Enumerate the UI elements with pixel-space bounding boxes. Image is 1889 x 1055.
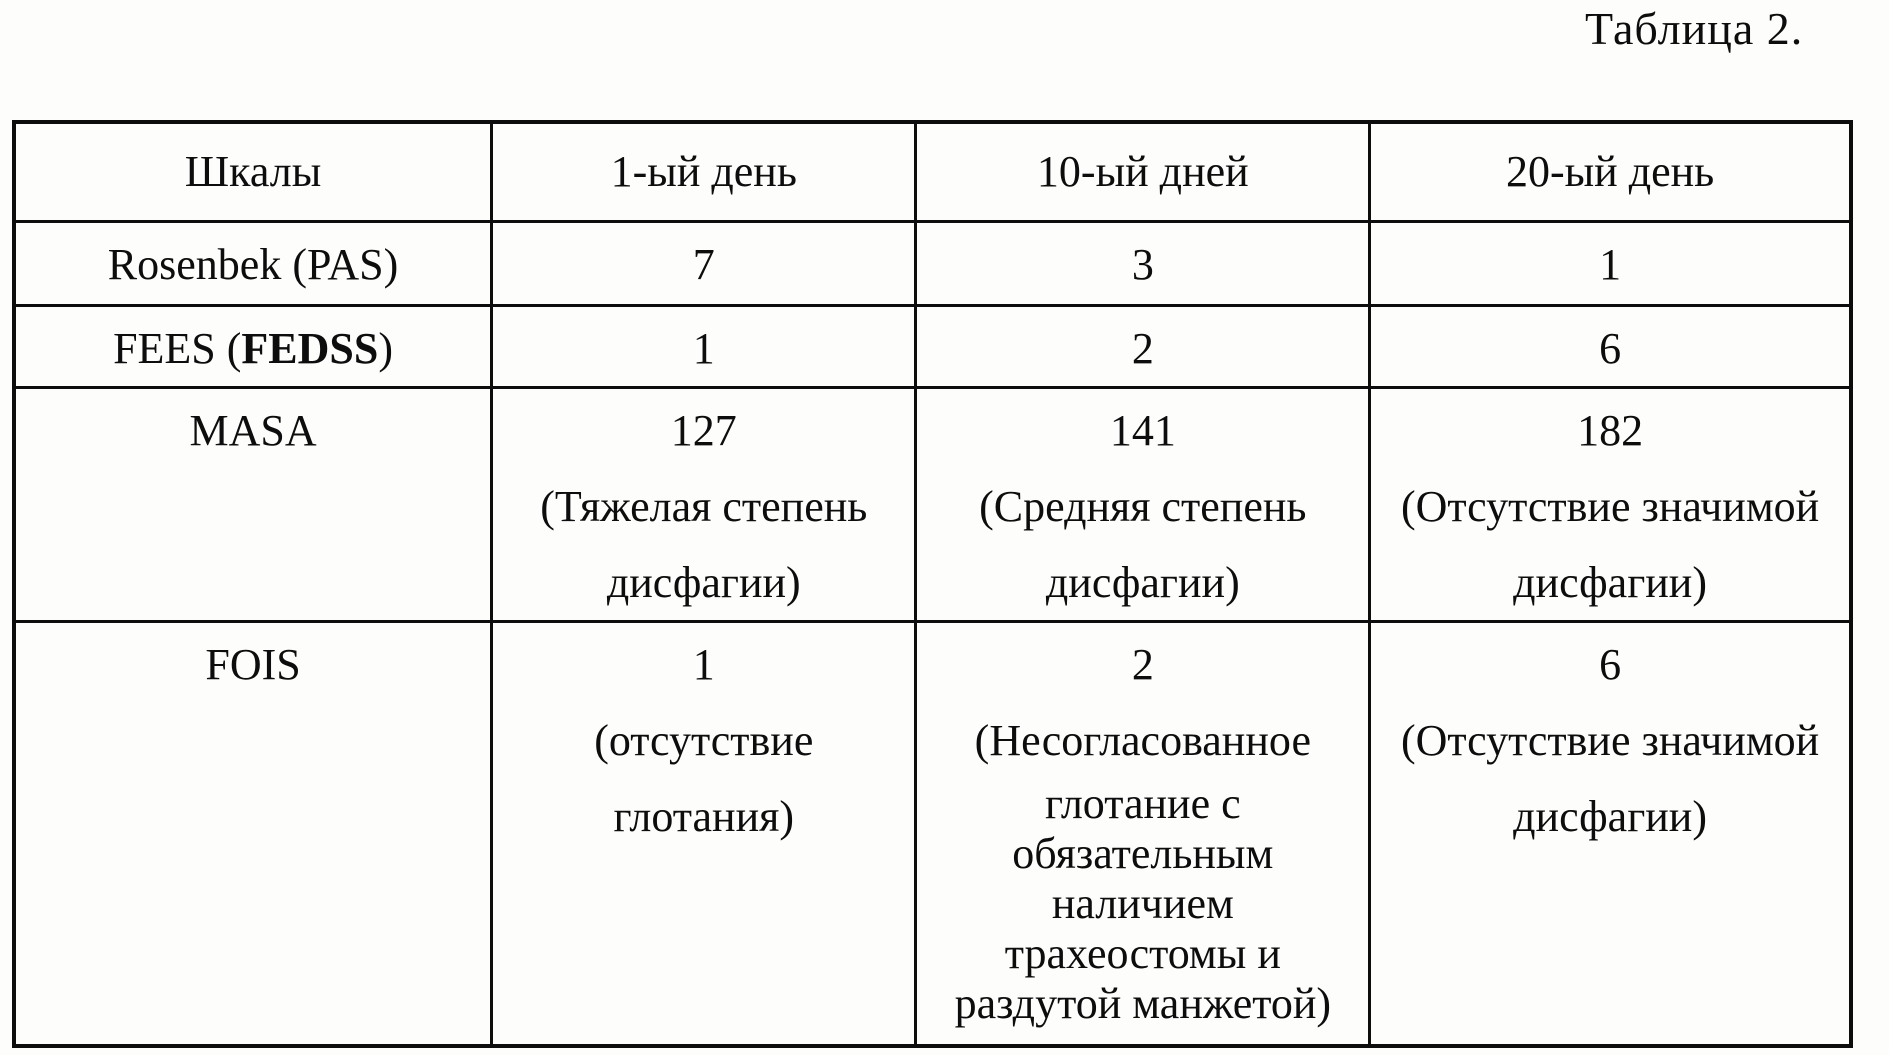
cell-line: дисфагии) [1513,557,1708,607]
table-cell [916,622,1370,1046]
table-row [14,622,1851,1046]
table-cell [916,388,1370,622]
table-cell [492,622,916,1046]
cell-line: (Средняя степень [979,481,1307,531]
cell-line: 1 [692,640,715,690]
cell-line: MASA [189,406,317,456]
cell-line: 6 [1599,323,1622,373]
cell-line: 127 [670,406,737,456]
table-cell [492,221,916,305]
cell-line: 6 [1599,640,1622,690]
cell-line: 182 [1577,406,1644,456]
cell-line: 3 [1131,239,1154,289]
table-cell [1370,221,1851,305]
cell-line: глотание с [1045,778,1241,828]
cell-line: дисфагии) [1513,791,1708,841]
cell-line: (Тяжелая степень [540,481,868,531]
cell-line: раздутой манжетой) [954,979,1332,1029]
column-header-2: 10-ый дней [916,122,1370,221]
column-header-0: Шкалы [14,122,492,221]
cell-line: (отсутствие [594,715,814,765]
column-header-1: 1-ый день [492,122,916,221]
cell-line: 141 [1109,406,1176,456]
table-caption: Таблица 2. [1585,3,1804,54]
table-cell [916,305,1370,388]
cell-line: дисфагии) [606,557,801,607]
cell-line: 7 [692,239,715,289]
scale-name-cell [14,221,492,305]
table-cell [916,221,1370,305]
cell-line: 1 [692,323,715,373]
cell-line: (Отсутствие значимой [1400,715,1820,765]
table-cell [1370,305,1851,388]
table-cell [1370,622,1851,1046]
scale-name-cell [14,622,492,1046]
cell-line: (Отсутствие значимой [1400,481,1820,531]
cell-line: 2 [1131,323,1154,373]
scale-name-cell [14,388,492,622]
assessment-scales-table [12,120,1853,1048]
bold-text: FEDSS [241,323,379,373]
column-header-3: 20-ый день [1370,122,1851,221]
cell-line: FEES (FEDSS) [113,323,394,373]
cell-line: 2 [1131,640,1154,690]
cell-line: 1 [1599,239,1622,289]
cell-line: обязательным [1012,828,1274,878]
table-header-row [14,122,1851,221]
table-body [14,221,1851,1046]
cell-line: дисфагии) [1045,557,1240,607]
table-cell [492,388,916,622]
table-row [14,221,1851,305]
table-cell [1370,388,1851,622]
cell-line: FOIS [205,640,301,690]
scale-name-cell [14,305,492,388]
cell-line: Rosenbek (PAS) [107,239,399,289]
cell-line: (Несогласованное [974,715,1311,765]
cell-line: трахеостомы и [1004,929,1281,978]
cell-line: наличием [1051,878,1234,928]
cell-line: глотания) [613,791,795,841]
table-row [14,305,1851,388]
table-cell [492,305,916,388]
table-row [14,388,1851,622]
